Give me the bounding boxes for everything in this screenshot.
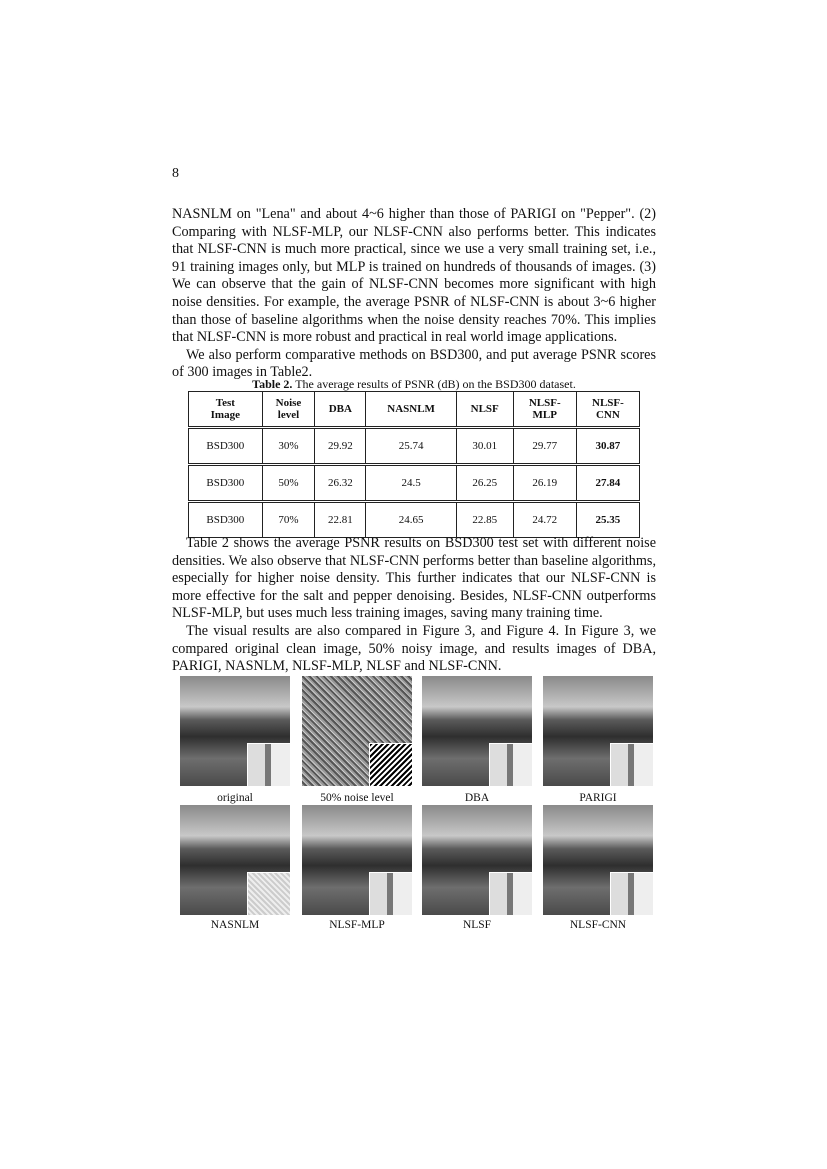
figure-label: PARIGI [579, 792, 617, 804]
cell: 30% [262, 428, 315, 465]
table-header-row [189, 392, 640, 428]
cell: 22.81 [315, 502, 366, 538]
body-text-top [172, 206, 656, 382]
cell: 50% [262, 465, 315, 502]
cell: 30.01 [456, 428, 513, 465]
cell: 22.85 [456, 502, 513, 538]
cell-best: 30.87 [576, 428, 639, 465]
cell: 25.74 [366, 428, 456, 465]
header-cell: NLSF- CNN [576, 392, 639, 428]
table-caption [172, 377, 656, 392]
cell-best: 25.35 [576, 502, 639, 538]
header-cell: Test Image [189, 392, 263, 428]
figure-image-parigi [543, 676, 653, 786]
figure-image-nlsf-cnn [543, 805, 653, 915]
table-caption-text: The average results of PSNR (dB) on the BSD300 dataset. [292, 377, 576, 391]
cell: 26.19 [513, 465, 576, 502]
cell: 24.65 [366, 502, 456, 538]
cell: 24.72 [513, 502, 576, 538]
figure-label: NLSF [462, 919, 492, 931]
cell: BSD300 [189, 502, 263, 538]
figure-label: original [217, 792, 253, 804]
figure-image-nasnlm [180, 805, 290, 915]
header-cell: NLSF- MLP [513, 392, 576, 428]
figure-image-original [180, 676, 290, 786]
table-row [189, 428, 640, 465]
table-row [189, 502, 640, 538]
cell: 29.77 [513, 428, 576, 465]
paragraph: NASNLM on "Lena" and about 4~6 higher than those of PARIGI on "Pepper". (2) Comparing with NLSF-MLP, our NLSF-CNN also performs better. This indicates that NLSF-CNN is much more practical, since we use a very small training set, i.e., 91 training images only, but MLP is trained on hundreds of thousands of images. (3) We can observe that the gain of NLSF-CNN becomes more significant with high noise densities. For example, the average PSNR of NLSF-CNN is about 3~6 higher than those of baseline algorithms when the noise density reaches 70%. This implies that NLSF-CNN is more robust and practical in real world image applications. [172, 206, 656, 346]
cell-best: 27.84 [576, 465, 639, 502]
figure-label: NLSF-CNN [569, 919, 627, 931]
table-row [189, 465, 640, 502]
paragraph: The visual results are also compared in Figure 3, and Figure 4. In Figure 3, we compared original clean image, 50% noisy image, and results images of DBA, PARIGI, NASNLM, NLSF-MLP, NLSF and NLSF-CNN. [172, 622, 656, 675]
figure-label: NLSF-MLP [329, 919, 385, 931]
header-cell: DBA [315, 392, 366, 428]
figure-image-noisy [302, 676, 412, 786]
table-caption-label: Table 2. [252, 377, 293, 391]
cell: 24.5 [366, 465, 456, 502]
header-cell: NLSF [456, 392, 513, 428]
figure-image-nlsf-mlp [302, 805, 412, 915]
page-number: 8 [172, 166, 179, 181]
cell: 26.25 [456, 465, 513, 502]
figure-label: 50% noise level [320, 792, 394, 804]
body-text-bottom [172, 535, 656, 676]
cell: BSD300 [189, 428, 263, 465]
cell: 26.32 [315, 465, 366, 502]
psnr-table [188, 391, 640, 538]
figure-label: DBA [464, 792, 490, 804]
header-cell: NASNLM [366, 392, 456, 428]
figure-image-dba [422, 676, 532, 786]
figure-image-nlsf [422, 805, 532, 915]
figure-label: NASNLM [210, 919, 260, 931]
cell: BSD300 [189, 465, 263, 502]
header-cell: Noise level [262, 392, 315, 428]
cell: 70% [262, 502, 315, 538]
cell: 29.92 [315, 428, 366, 465]
paragraph: Table 2 shows the average PSNR results on BSD300 test set with different noise densities. We also observe that NLSF-CNN performs better than baseline algorithms, especially for higher noise density. This further indicates that our NLSF-CNN is more effective for the salt and pepper denoising. Besides, NLSF-CNN outperforms NLSF-MLP, but uses much less training images, saving many training time. [172, 535, 656, 622]
paragraph: We also perform comparative methods on BSD300, and put average PSNR scores of 300 images in Table2. [172, 346, 656, 381]
